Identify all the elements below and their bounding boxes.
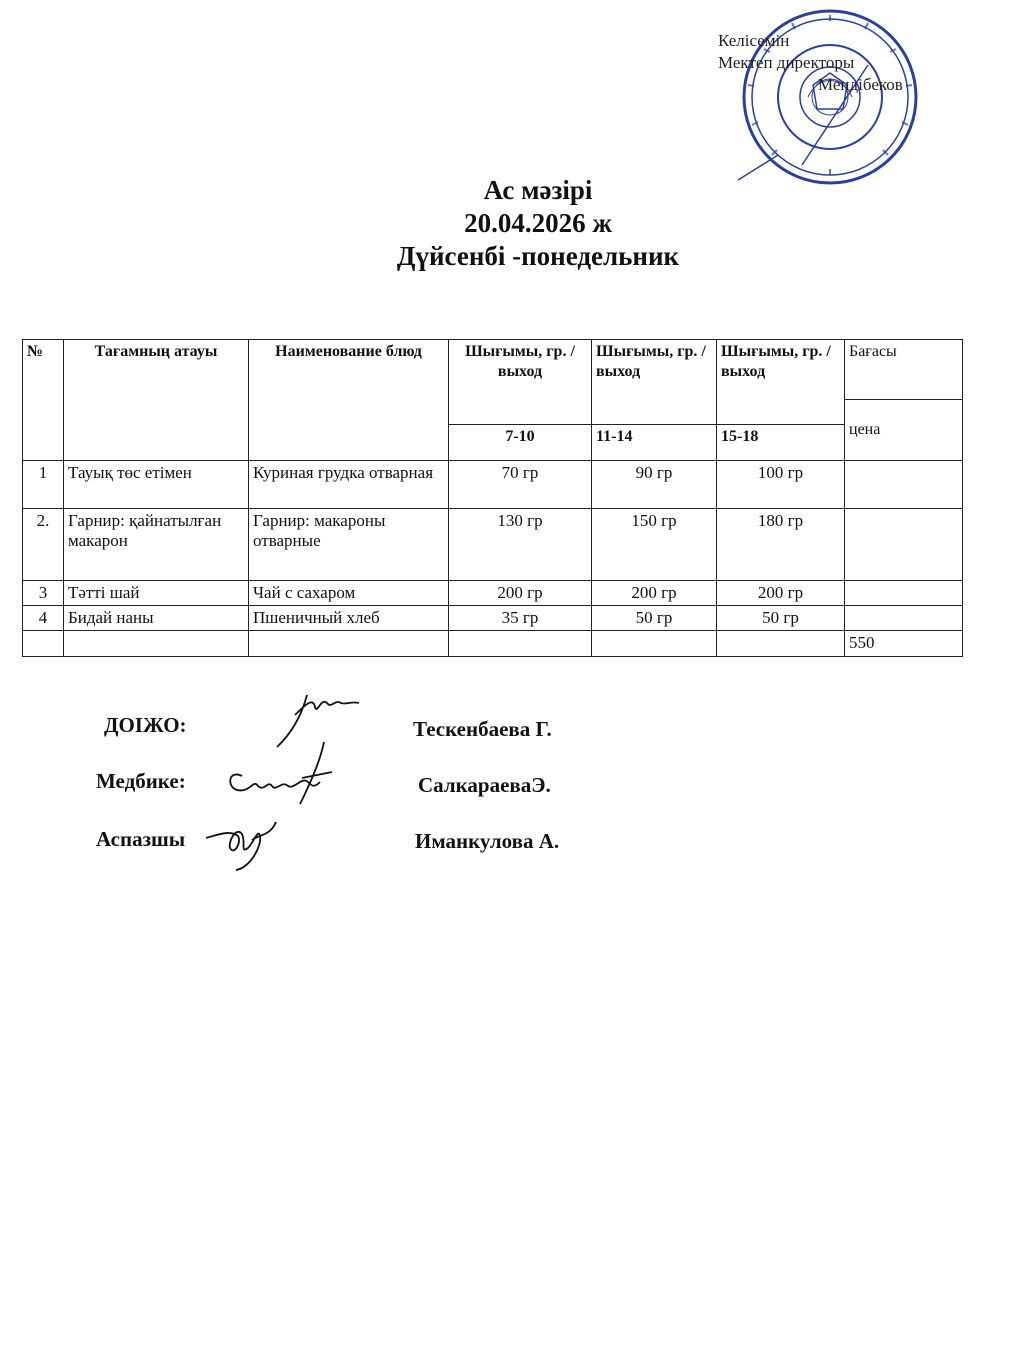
header-yield-3: Шығымы, гр. / выход: [717, 340, 845, 425]
row-name-ru: Пшеничный хлеб: [249, 606, 449, 631]
row-num: 3: [23, 581, 64, 606]
row-yield-1: 130 гр: [449, 509, 592, 581]
row-yield-1: 70 гр: [449, 461, 592, 509]
signature-role-doizho: ДОІЖО:: [104, 713, 187, 737]
row-yield-1: 35 гр: [449, 606, 592, 631]
approval-line-position: Мектеп директоры: [718, 53, 855, 72]
header-price-kz: Бағасы: [845, 340, 963, 400]
signature-name-doizho: Тескенбаева Г.: [413, 717, 552, 741]
header-age-1: 7-10: [449, 425, 592, 461]
row-yield-2: 50 гр: [592, 606, 717, 631]
header-yield-2: Шығымы, гр. / выход: [592, 340, 717, 425]
row-yield-2: 200 гр: [592, 581, 717, 606]
row-name-ru: Чай с сахаром: [249, 581, 449, 606]
header-age-2: 11-14: [592, 425, 717, 461]
row-name-kz: Бидай наны: [64, 606, 249, 631]
row-num: 1: [23, 461, 64, 509]
row-name-ru: Куриная грудка отварная: [249, 461, 449, 509]
row-yield-2: 90 гр: [592, 461, 717, 509]
approval-line-name: Мендібеков: [818, 75, 903, 94]
row-yield-1: 200 гр: [449, 581, 592, 606]
total-price: 550: [845, 631, 963, 657]
row-yield-2: 150 гр: [592, 509, 717, 581]
row-num: 4: [23, 606, 64, 631]
signature-role-nurse: Медбике:: [96, 769, 186, 793]
row-yield-3: 100 гр: [717, 461, 845, 509]
handwritten-signature-nurse: [220, 738, 340, 808]
header-name-kz: Тағамның атауы: [64, 340, 249, 461]
row-name-kz: Гарнир: қайнатылған макарон: [64, 509, 249, 581]
header-price-ru: цена: [845, 400, 963, 461]
row-name-kz: Тәтті шай: [64, 581, 249, 606]
signature-name-nurse: СалкараеваЭ.: [418, 773, 551, 797]
header-num: №: [23, 340, 64, 461]
row-yield-3: 50 гр: [717, 606, 845, 631]
approval-line-agree: Келісемін: [718, 31, 790, 50]
signature-name-cook: Иманкулова А.: [415, 829, 560, 853]
row-yield-3: 200 гр: [717, 581, 845, 606]
header-name-ru: Наименование блюд: [249, 340, 449, 461]
row-yield-3: 180 гр: [717, 509, 845, 581]
menu-title: Ас мәзірі: [483, 175, 593, 205]
signature-role-cook: Аспазшы: [96, 827, 186, 851]
header-yield-1: Шығымы, гр. / выход: [449, 340, 592, 425]
header-age-3: 15-18: [717, 425, 845, 461]
row-name-kz: Тауық төс етімен: [64, 461, 249, 509]
menu-date: 20.04.2026 ж: [464, 208, 612, 238]
handwritten-signature-cook: [200, 808, 290, 878]
row-name-ru: Гарнир: макароны отварные: [249, 509, 449, 581]
row-num: 2.: [23, 509, 64, 581]
menu-day: Дүйсенбі -понедельник: [396, 241, 680, 271]
